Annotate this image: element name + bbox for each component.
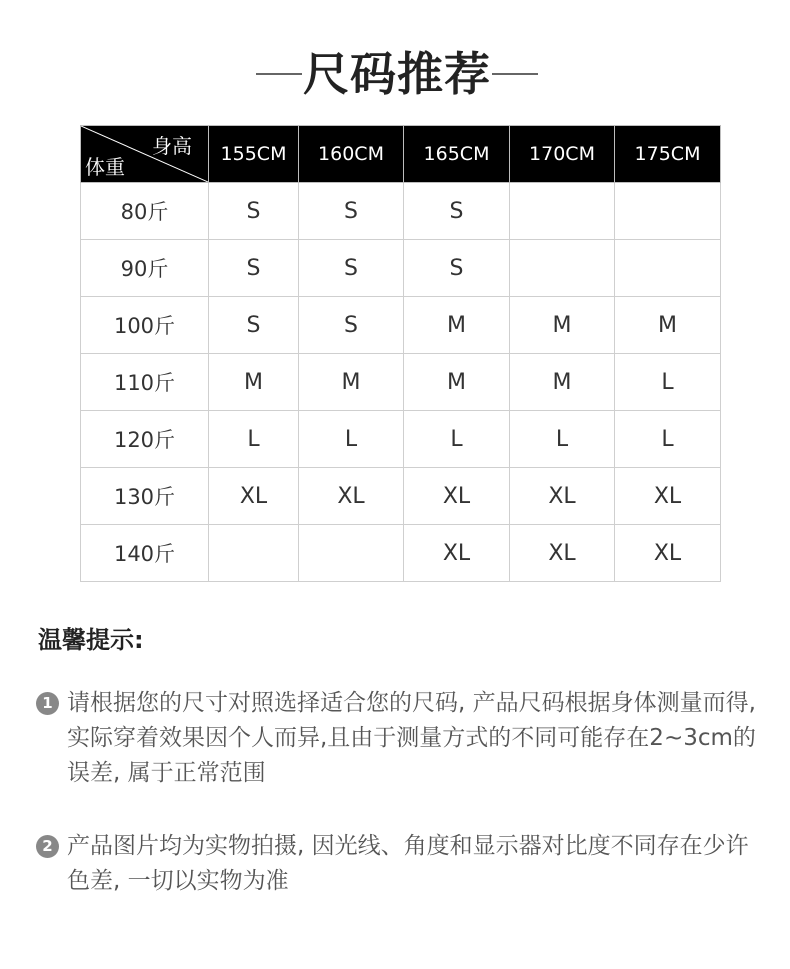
tip-item [36, 829, 756, 899]
table-row [81, 525, 721, 582]
size-cell [510, 240, 615, 297]
size-cell: S [299, 297, 404, 354]
size-cell: S [209, 240, 299, 297]
size-cell: XL [510, 525, 615, 582]
size-cell [510, 183, 615, 240]
size-cell: XL [404, 525, 510, 582]
size-cell: L [404, 411, 510, 468]
table-corner-cell [81, 126, 209, 183]
weight-cell: 80斤 [81, 183, 209, 240]
table-row [81, 240, 721, 297]
size-cell: S [299, 240, 404, 297]
weight-axis-label: 体重 [85, 155, 125, 179]
size-cell [209, 525, 299, 582]
page-title: 尺码推荐 [303, 47, 491, 101]
table-row [81, 411, 721, 468]
title-decoration-line [256, 73, 302, 75]
size-cell: M [209, 354, 299, 411]
size-cell: M [510, 354, 615, 411]
height-header: 170CM [510, 126, 615, 183]
weight-cell: 120斤 [81, 411, 209, 468]
height-axis-label: 身高 [152, 134, 192, 158]
table-row [81, 297, 721, 354]
weight-cell: 110斤 [81, 354, 209, 411]
size-cell: XL [615, 468, 721, 525]
size-cell: M [615, 297, 721, 354]
tip-text: 产品图片均为实物拍摄, 因光线、角度和显示器对比度不同存在少许色差, 一切以实物为准 [67, 833, 749, 894]
size-cell: S [209, 183, 299, 240]
size-cell: L [209, 411, 299, 468]
weight-cell: 130斤 [81, 468, 209, 525]
size-cell [615, 240, 721, 297]
size-cell: S [404, 240, 510, 297]
size-cell: XL [299, 468, 404, 525]
tip-item [36, 686, 756, 791]
size-cell: L [299, 411, 404, 468]
tip-text: 请根据您的尺寸对照选择适合您的尺码, 产品尺码根据身体测量而得, 实际穿着效果因个人而异,且由于测量方式的不同可能存在2~3cm的误差, 属于正常范围 [67, 690, 756, 786]
size-cell: M [510, 297, 615, 354]
size-cell: L [510, 411, 615, 468]
height-header: 155CM [209, 126, 299, 183]
table-header-row [81, 126, 721, 183]
title-decoration-line [492, 73, 538, 75]
size-cell: M [299, 354, 404, 411]
height-header: 165CM [404, 126, 510, 183]
table-row [81, 468, 721, 525]
size-cell: L [615, 411, 721, 468]
size-cell: L [615, 354, 721, 411]
height-header: 175CM [615, 126, 721, 183]
size-cell: M [404, 297, 510, 354]
number-one-icon: 1 [36, 692, 59, 715]
number-two-icon: 2 [36, 835, 59, 858]
page-title-block [0, 42, 790, 106]
size-cell: M [404, 354, 510, 411]
weight-cell: 140斤 [81, 525, 209, 582]
size-cell: XL [404, 468, 510, 525]
height-header: 160CM [299, 126, 404, 183]
size-cell: XL [510, 468, 615, 525]
size-cell [299, 525, 404, 582]
size-cell [615, 183, 721, 240]
size-cell: S [209, 297, 299, 354]
size-chart-table [80, 125, 721, 582]
weight-cell: 100斤 [81, 297, 209, 354]
size-cell: XL [615, 525, 721, 582]
table-row [81, 183, 721, 240]
table-row [81, 354, 721, 411]
weight-cell: 90斤 [81, 240, 209, 297]
tips-heading: 温馨提示: [38, 626, 144, 654]
size-cell: S [404, 183, 510, 240]
size-cell: XL [209, 468, 299, 525]
size-cell: S [299, 183, 404, 240]
